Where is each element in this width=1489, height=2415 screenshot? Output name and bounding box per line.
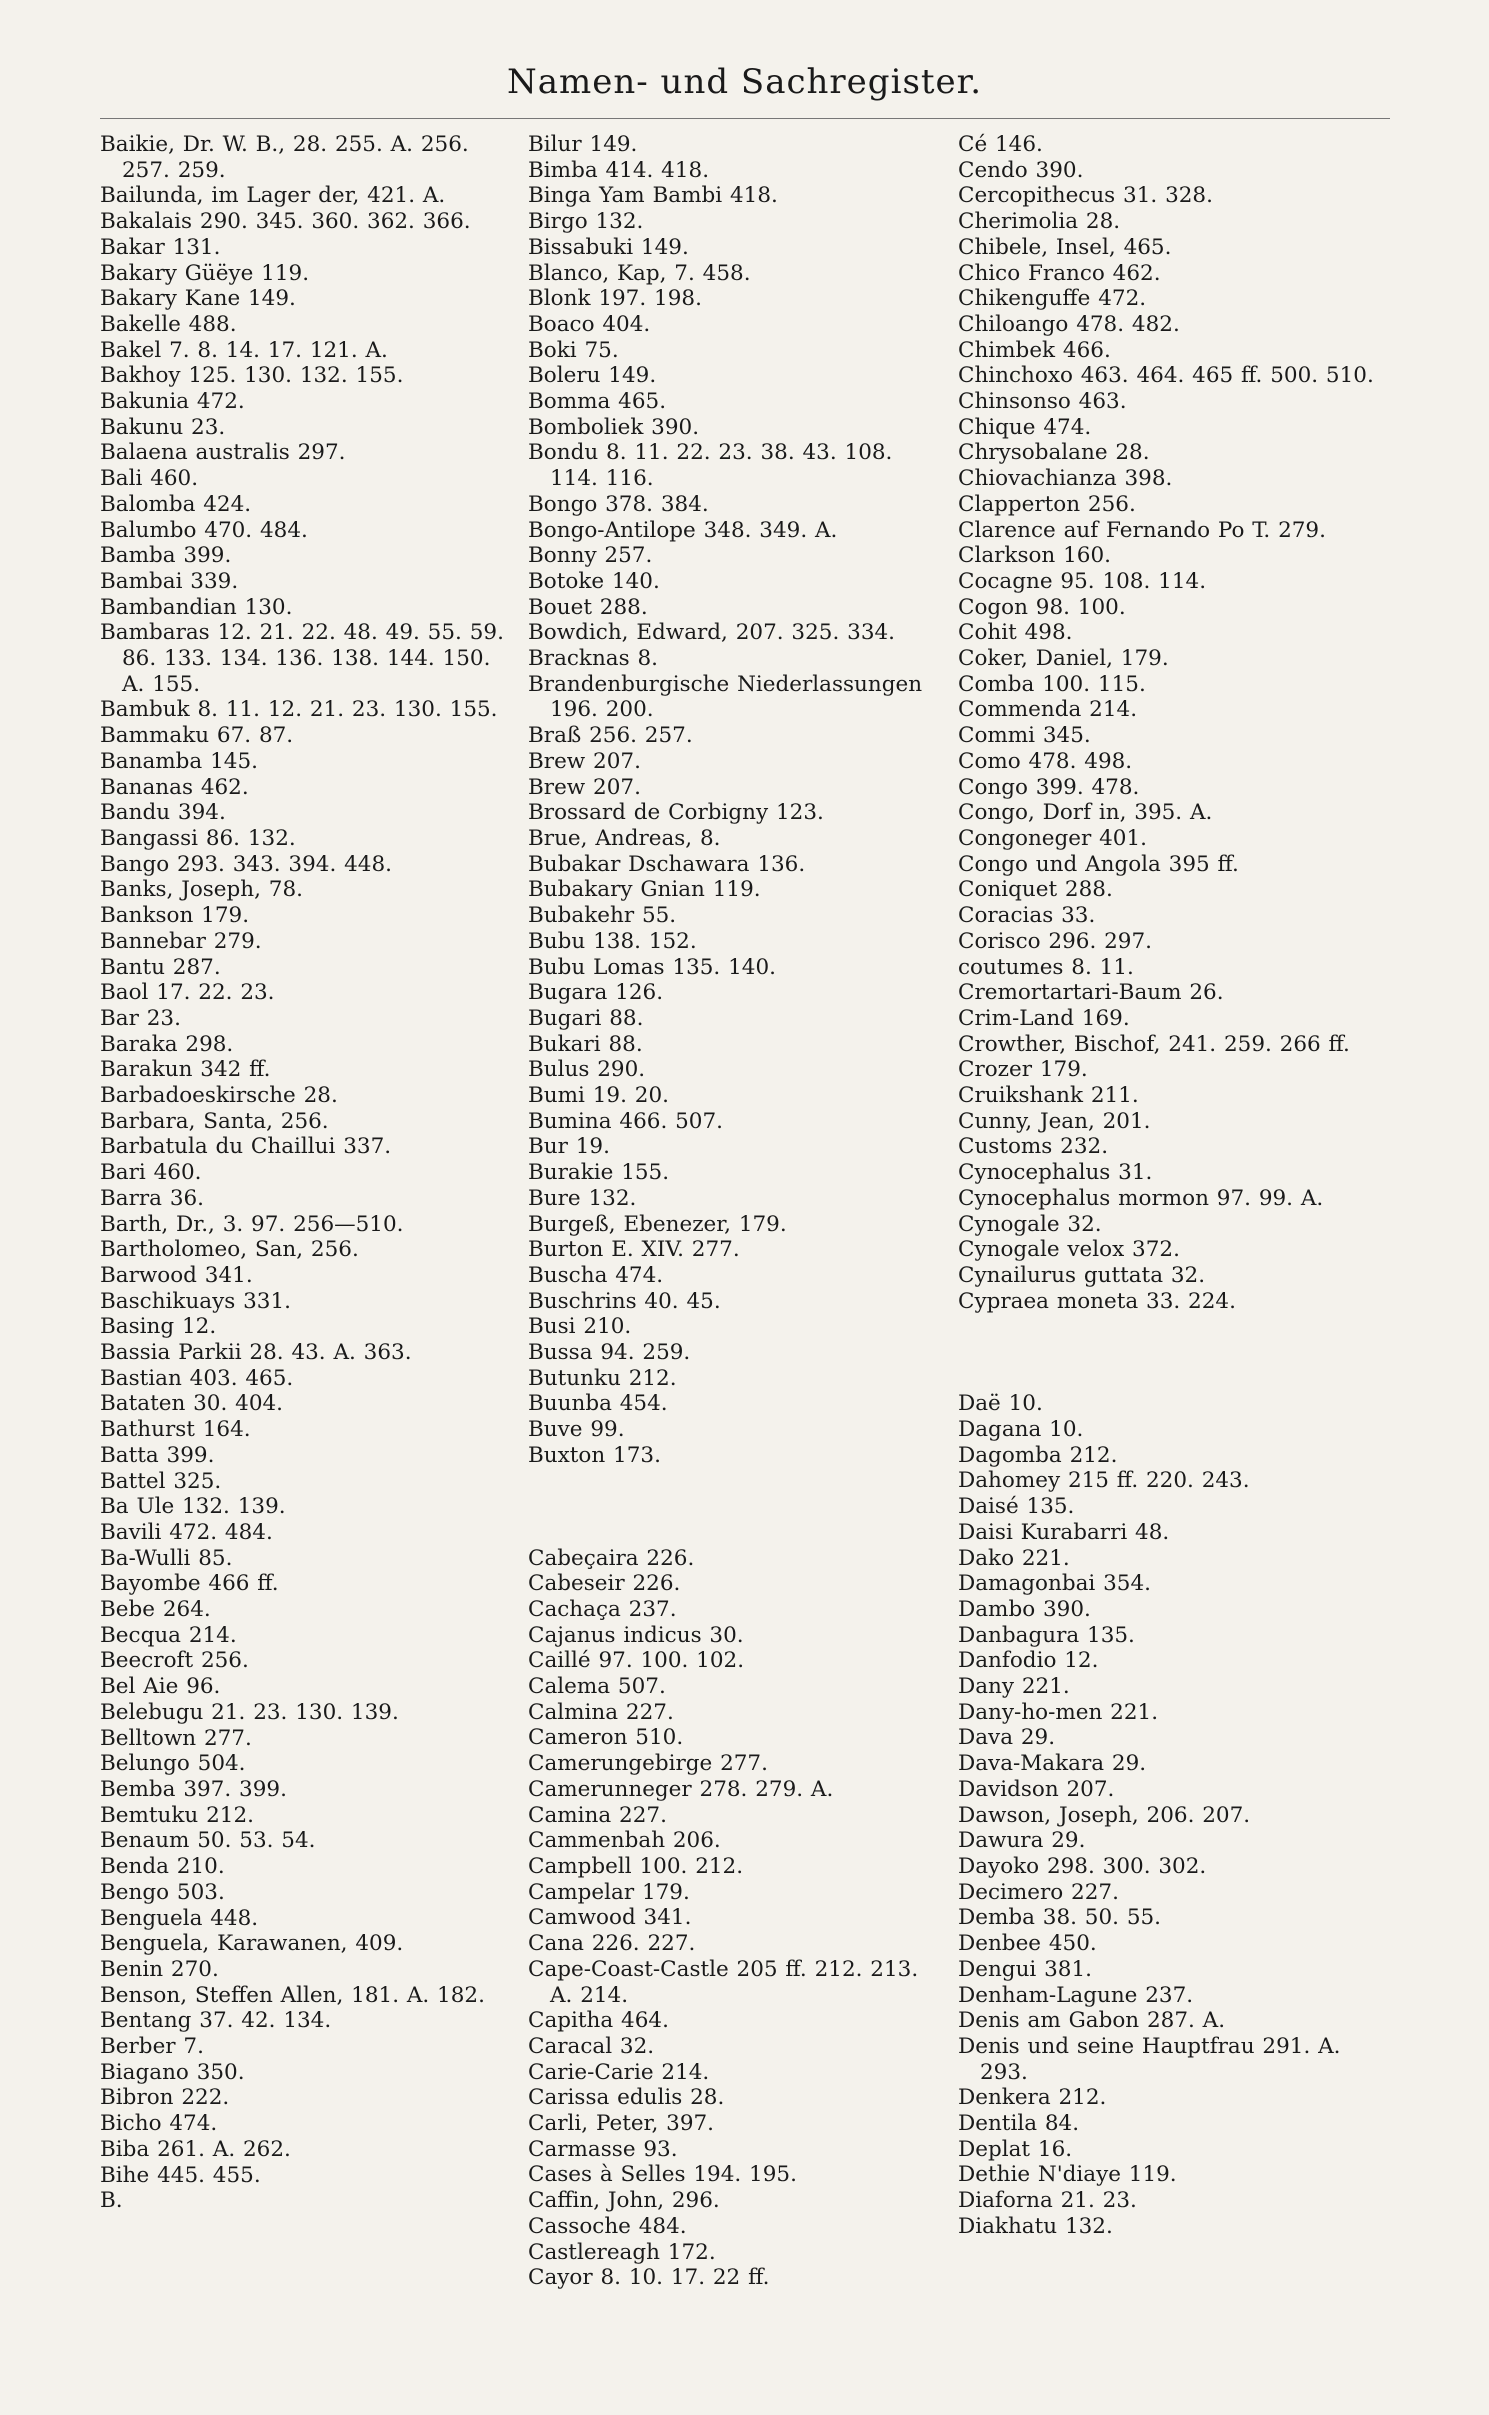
index-entry: Bubakehr 55.: [528, 903, 677, 929]
index-entry: Bondu 8. 11. 22. 23. 38. 43. 108. 114. 116.: [528, 440, 893, 492]
index-entry: Davidson 207.: [958, 1776, 1115, 1802]
index-entry: Bakelle 488.: [100, 311, 237, 337]
index-entry: Comba 100. 115.: [958, 671, 1146, 697]
index-entry: Denkera 212.: [958, 2085, 1107, 2111]
index-entry: Bar 23.: [100, 1005, 181, 1031]
index-entry: Customs 232.: [958, 1134, 1109, 1160]
index-entry: Bananas 462.: [100, 774, 249, 800]
index-entry: Busi 210.: [528, 1314, 632, 1340]
index-entry: Bakalais 290. 345. 360. 362. 366.: [100, 209, 471, 235]
section-gap: [958, 1314, 1380, 1391]
index-entry: Dava 29.: [958, 1725, 1056, 1751]
page-title: Namen- und Sachregister.: [506, 62, 982, 102]
index-entry: Benaum 50. 53. 54.: [100, 1828, 316, 1854]
index-entry: Barbatula du Chaillui 337.: [100, 1134, 392, 1160]
index-entry: Bartholomeo, San, 256.: [100, 1237, 359, 1263]
index-entry: Chinsonso 463.: [958, 389, 1127, 415]
index-entry: Bakunia 472.: [100, 389, 245, 415]
index-entry: Camerunneger 278. 279. A.: [528, 1776, 834, 1802]
index-entry: Boleru 149.: [528, 363, 657, 389]
index-entry: Bambaras 12. 21. 22. 48. 49. 55. 59. 86. 133. 134. 136. 138. 144. 150. A. 155.: [100, 620, 504, 697]
index-entry: Cynogale 32.: [958, 1211, 1102, 1237]
index-entry: Dagomba 212.: [958, 1442, 1118, 1468]
index-entry: Bayombe 466 ff.: [100, 1571, 279, 1597]
index-entry: Barra 36.: [100, 1185, 205, 1211]
index-entry: Bebe 264.: [100, 1597, 211, 1623]
index-entry: Calmina 227.: [528, 1699, 674, 1725]
index-entry: Bannebar 279.: [100, 928, 262, 954]
index-entry: Chiloango 478. 482.: [958, 311, 1180, 337]
index-entry: Buscha 474.: [528, 1262, 664, 1288]
index-entry: Buunba 454.: [528, 1391, 668, 1417]
index-entry: Carissa edulis 28.: [528, 2085, 725, 2111]
index-entry: Buve 99.: [528, 1417, 625, 1443]
index-entry: Clarkson 160.: [958, 543, 1111, 569]
index-entry: Cremortartari-Baum 26.: [958, 980, 1224, 1006]
index-entry: Cajanus indicus 30.: [528, 1622, 744, 1648]
index-entry: Baol 17. 22. 23.: [100, 980, 275, 1006]
index-entry: Dawura 29.: [958, 1828, 1086, 1854]
index-entry: Damagonbai 354.: [958, 1571, 1151, 1597]
section-gap: [528, 1469, 948, 1546]
index-entry: Cohit 498.: [958, 620, 1073, 646]
index-entry: Belltown 277.: [100, 1725, 252, 1751]
index-entry: Barakun 342 ff.: [100, 1057, 271, 1083]
index-entry: Baschikuays 331.: [100, 1288, 291, 1314]
index-entry: Capitha 464.: [528, 2008, 669, 2034]
index-entry: Caffin, John, 296.: [528, 2188, 720, 2214]
index-entry: Campbell 100. 212.: [528, 1854, 744, 1879]
index-entry: Bussa 94. 259.: [528, 1340, 691, 1366]
index-entry: Bonny 257.: [528, 543, 653, 569]
index-entry: Brossard de Corbigny 123.: [528, 800, 824, 826]
index-entry: Danfodio 12.: [958, 1648, 1099, 1674]
index-entry: Benguela, Karawanen, 409.: [100, 1931, 404, 1957]
index-entry: Birgo 132.: [528, 209, 644, 235]
index-entry: Cogon 98. 100.: [958, 594, 1126, 620]
index-entry: Dagana 10.: [958, 1417, 1084, 1443]
index-entry: Bur 19.: [528, 1134, 610, 1160]
index-entry: Deplat 16.: [958, 2136, 1073, 2162]
index-entry: Dengui 381.: [958, 1956, 1092, 1982]
index-entry: Bakary Güëye 119.: [100, 260, 310, 286]
index-entry: Bavili 472. 484.: [100, 1519, 273, 1545]
index-entry: Bassia Parkii 28. 43. A. 363.: [100, 1340, 412, 1366]
index-entry: Chibele, Insel, 465.: [958, 234, 1172, 260]
index-entry: Crozer 179.: [958, 1057, 1088, 1083]
index-entry: Blonk 197. 198.: [528, 286, 702, 312]
index-entry: B.: [100, 2188, 123, 2214]
index-entry: Castlereagh 172.: [528, 2239, 716, 2265]
index-entry: Bammaku 67. 87.: [100, 723, 294, 749]
index-entry: Cypraea moneta 33. 224.: [958, 1288, 1236, 1314]
index-entry: Camerungebirge 277.: [528, 1751, 768, 1777]
index-entry: Cabeçaira 226.: [528, 1545, 695, 1571]
index-entry: Dambo 390.: [958, 1596, 1091, 1622]
index-entry: Crim-Land 169.: [958, 1005, 1130, 1031]
index-entry: Cachaça 237.: [528, 1596, 677, 1622]
index-entry: Cayor 8. 10. 17. 22 ff.: [528, 2265, 770, 2291]
index-entry: Bomboliek 390.: [528, 414, 700, 440]
index-entry: Bakhoy 125. 130. 132. 155.: [100, 363, 404, 389]
index-entry: Bibron 222.: [100, 2085, 230, 2111]
index-entry: Cape-Coast-Castle 205 ff. 212. 213. A. 214.: [528, 1956, 919, 2008]
index-entry: Bemtuku 212.: [100, 1802, 254, 1828]
index-entry: Denbee 450.: [958, 1931, 1097, 1957]
index-entry: Botoke 140.: [528, 568, 660, 594]
index-entry: Denis und seine Hauptfrau 291. A. 293.: [958, 2033, 1341, 2085]
index-entry: Clapperton 256.: [958, 491, 1136, 517]
index-entry: Denis am Gabon 287. A.: [958, 2008, 1226, 2034]
index-entry: Bure 132.: [528, 1185, 637, 1211]
index-entry: Beecroft 256.: [100, 1648, 249, 1674]
index-entry: Bambai 339.: [100, 568, 239, 594]
index-entry: Brue, Andreas, 8.: [528, 825, 721, 851]
index-entry: Bango 293. 343. 394. 448.: [100, 851, 392, 877]
index-entry: Bakel 7. 8. 14. 17. 121. A.: [100, 337, 388, 363]
index-entry: Cercopithecus 31. 328.: [958, 183, 1213, 209]
index-entry: Binga Yam Bambi 418.: [528, 183, 778, 209]
index-entry: Bemba 397. 399.: [100, 1777, 287, 1802]
index-entry: Corisco 296. 297.: [958, 928, 1152, 954]
index-entry: Boaco 404.: [528, 311, 651, 337]
index-entry: Cana 226. 227.: [528, 1931, 696, 1957]
index-entry: Banks, Joseph, 78.: [100, 877, 303, 903]
index-entry: Balumbo 470. 484.: [100, 517, 308, 543]
index-entry: Baikie, Dr. W. B., 28. 255. A. 256. 257. 259.: [100, 132, 469, 183]
index-entry: Daisé 135.: [958, 1494, 1075, 1520]
index-entry: Chiovachianza 398.: [958, 466, 1173, 492]
index-entry: Bukari 88.: [528, 1031, 643, 1057]
index-entry: Carie-Carie 214.: [528, 2059, 710, 2085]
index-entry: Brandenburgische Niederlassungen 196. 200.: [528, 671, 923, 723]
index-column-2: [528, 132, 948, 2291]
index-entry: Bicho 474.: [100, 2111, 218, 2137]
index-entry: Barbara, Santa, 256.: [100, 1108, 329, 1134]
index-entry: Dayoko 298. 300. 302.: [958, 1854, 1207, 1879]
index-entry: Congoneger 401.: [958, 825, 1147, 851]
index-entry: Cocagne 95. 108. 114.: [958, 568, 1207, 594]
index-entry: Bakunu 23.: [100, 414, 226, 440]
index-entry: Burton E. XIV. 277.: [528, 1237, 740, 1263]
index-entry: Bongo-Antilope 348. 349. A.: [528, 517, 838, 543]
index-entry: Bantu 287.: [100, 954, 221, 980]
index-entry: Basing 12.: [100, 1314, 217, 1340]
index-entry: Bankson 179.: [100, 903, 250, 929]
index-entry: Buschrins 40. 45.: [528, 1288, 721, 1314]
index-entry: Bubakary Gnian 119.: [528, 877, 761, 903]
index-entry: Cunny, Jean, 201.: [958, 1108, 1151, 1134]
index-entry: Bumi 19. 20.: [528, 1083, 669, 1109]
index-entry: Benguela 448.: [100, 1905, 259, 1931]
index-entry: Bugari 88.: [528, 1005, 644, 1031]
index-entry: Bomma 465.: [528, 389, 667, 415]
index-entry: Coker, Daniel, 179.: [958, 646, 1169, 672]
index-entry: Dawson, Joseph, 206. 207.: [958, 1802, 1251, 1828]
index-entry: Congo 399. 478.: [958, 774, 1140, 800]
index-entry: Bari 460.: [100, 1160, 202, 1186]
index-entry: Burgeß, Ebenezer, 179.: [528, 1211, 787, 1237]
index-entry: Bugara 126.: [528, 980, 664, 1006]
index-entry: Diaforna 21. 23.: [958, 2188, 1137, 2214]
index-entry: Blanco, Kap, 7. 458.: [528, 260, 751, 286]
index-entry: Bouet 288.: [528, 594, 648, 620]
index-entry: Cassoche 484.: [528, 2213, 687, 2239]
index-entry: Chikenguffe 472.: [958, 286, 1147, 312]
index-entry: Burakie 155.: [528, 1160, 670, 1186]
index-entry: Camina 227.: [528, 1802, 667, 1828]
index-entry: Daisi Kurabarri 48.: [958, 1519, 1170, 1545]
index-entry: Como 478. 498.: [958, 748, 1133, 774]
index-entry: Bissabuki 149.: [528, 234, 689, 260]
index-entry: Bangassi 86. 132.: [100, 825, 296, 851]
index-entry: Bumina 466. 507.: [528, 1108, 723, 1134]
index-entry: Ba Ule 132. 139.: [100, 1494, 286, 1520]
index-entry: Barbadoeskirsche 28.: [100, 1083, 338, 1109]
index-entry: Bracknas 8.: [528, 646, 659, 672]
index-entry: Boki 75.: [528, 337, 619, 363]
index-entry: Daë 10.: [958, 1391, 1043, 1417]
index-entry: Cynailurus guttata 32.: [958, 1262, 1206, 1288]
index-entry: Bel Aie 96.: [100, 1674, 221, 1700]
index-entry: Balomba 424.: [100, 491, 252, 517]
index-entry: Belungo 504.: [100, 1751, 246, 1777]
index-entry: Commi 345.: [958, 723, 1091, 749]
index-entry: Cherimolia 28.: [958, 209, 1121, 235]
index-entry: Bambuk 8. 11. 12. 21. 23. 130. 155.: [100, 697, 498, 723]
index-entry: Danbagura 135.: [958, 1622, 1135, 1648]
index-entry: Cabeseir 226.: [528, 1571, 681, 1597]
index-entry: Carli, Peter, 397.: [528, 2111, 715, 2137]
index-entry: Benson, Steffen Allen, 181. A. 182.: [100, 1982, 485, 2008]
index-entry: Dany 221.: [958, 1674, 1070, 1700]
index-entry: Benda 210.: [100, 1854, 225, 1880]
index-entry: Bengo 503.: [100, 1879, 225, 1905]
index-entry: Cameron 510.: [528, 1725, 684, 1751]
index-entry: Bentang 37. 42. 134.: [100, 2008, 332, 2034]
index-entry: Dethie N'diaye 119.: [958, 2162, 1177, 2188]
index-entry: Dany-ho-men 221.: [958, 1699, 1159, 1725]
index-entry: Commenda 214.: [958, 697, 1138, 723]
index-entry: Dahomey 215 ff. 220. 243.: [958, 1468, 1250, 1494]
index-entry: Bathurst 164.: [100, 1417, 251, 1443]
index-entry: Diakhatu 132.: [958, 2213, 1113, 2239]
index-entry: Bandu 394.: [100, 800, 226, 826]
index-entry: Battel 325.: [100, 1468, 222, 1494]
index-entry: Chimbek 466.: [958, 337, 1111, 363]
index-entry: Bowdich, Edward, 207. 325. 334.: [528, 620, 896, 646]
index-entry: Benin 270.: [100, 1956, 219, 1982]
index-entry: Barwood 341.: [100, 1262, 253, 1288]
index-column-1: [100, 132, 510, 2214]
index-entry: Bamba 399.: [100, 543, 232, 569]
index-entry: Bihe 445. 455.: [100, 2162, 261, 2188]
index-entry: Balaena australis 297.: [100, 440, 346, 466]
index-entry: Cynocephalus mormon 97. 99. A.: [958, 1185, 1324, 1211]
index-entry: Dentila 84.: [958, 2111, 1080, 2137]
index-entry: Bakar 131.: [100, 234, 221, 260]
index-entry: Cendo 390.: [958, 157, 1084, 183]
index-entry: Bali 460.: [100, 466, 199, 492]
index-entry: Dava-Makara 29.: [958, 1751, 1147, 1777]
index-entry: Dako 221.: [958, 1545, 1070, 1571]
index-entry: Brew 207.: [528, 748, 641, 774]
index-entry: Bongo 378. 384.: [528, 491, 709, 517]
index-entry: Belebugu 21. 23. 130. 139.: [100, 1699, 399, 1725]
index-entry: Bambandian 130.: [100, 594, 293, 620]
index-entry: Buxton 173.: [528, 1442, 661, 1468]
index-entry: Crowther, Bischof, 241. 259. 266 ff.: [958, 1031, 1350, 1057]
index-entry: Congo und Angola 395 ff.: [958, 851, 1239, 877]
index-entry: Chinchoxo 463. 464. 465 ff. 500. 510.: [958, 363, 1374, 389]
index-entry: Cases à Selles 194. 195.: [528, 2162, 797, 2188]
index-entry: Banamba 145.: [100, 748, 258, 774]
index-entry: Biagano 350.: [100, 2059, 245, 2085]
index-entry: Demba 38. 50. 55.: [958, 1905, 1162, 1931]
header-rule: [100, 118, 1390, 119]
index-entry: Caracal 32.: [528, 2033, 655, 2059]
index-entry: Brew 207.: [528, 774, 641, 800]
index-entry: Campelar 179.: [528, 1879, 690, 1905]
index-entry: Bubakar Dschawara 136.: [528, 851, 806, 877]
index-entry: Batta 399.: [100, 1442, 215, 1468]
index-entry: Berber 7.: [100, 2034, 204, 2060]
index-entry: Coniquet 288.: [958, 877, 1113, 903]
index-entry: Barth, Dr., 3. 97. 256—510.: [100, 1211, 404, 1237]
index-entry: Caillé 97. 100. 102.: [528, 1648, 745, 1674]
index-entry: Bubu 138. 152.: [528, 928, 697, 954]
index-entry: Bimba 414. 418.: [528, 157, 710, 183]
index-entry: Cruikshank 211.: [958, 1083, 1139, 1109]
index-entry: Bulus 290.: [528, 1057, 646, 1083]
index-entry: Denham-Lagune 237.: [958, 1982, 1194, 2008]
index-entry: Chico Franco 462.: [958, 260, 1161, 286]
index-entry: coutumes 8. 11.: [958, 954, 1134, 980]
index-entry: Carmasse 93.: [528, 2136, 678, 2162]
index-entry: Cynogale velox 372.: [958, 1237, 1180, 1263]
index-entry: Becqua 214.: [100, 1622, 237, 1648]
index-entry: Ba-Wulli 85.: [100, 1545, 233, 1571]
index-entry: Cammenbah 206.: [528, 1828, 721, 1854]
index-entry: Bastian 403. 465.: [100, 1365, 294, 1391]
index-entry: Calema 507.: [528, 1674, 666, 1700]
index-entry: Congo, Dorf in, 395. A.: [958, 800, 1213, 826]
index-entry: Bubu Lomas 135. 140.: [528, 954, 776, 980]
index-entry: Bataten 30. 404.: [100, 1391, 284, 1417]
index-column-3: [958, 132, 1380, 2240]
index-entry: Biba 261. A. 262.: [100, 2136, 291, 2162]
index-entry: Butunku 212.: [528, 1365, 677, 1391]
index-entry: Cynocephalus 31.: [958, 1160, 1153, 1186]
index-entry: Coracias 33.: [958, 903, 1096, 929]
index-entry: Chrysobalane 28.: [958, 440, 1150, 466]
index-entry: Bilur 149.: [528, 132, 638, 157]
index-entry: Chique 474.: [958, 414, 1092, 440]
index-entry: Clarence auf Fernando Po T. 279.: [958, 517, 1326, 543]
index-entry: Baraka 298.: [100, 1031, 234, 1057]
index-entry: Decimero 227.: [958, 1879, 1119, 1905]
index-entry: Bakary Kane 149.: [100, 286, 296, 312]
index-entry: Braß 256. 257.: [528, 723, 693, 749]
index-entry: Cé 146.: [958, 132, 1043, 157]
index-entry: Camwood 341.: [528, 1905, 692, 1931]
index-entry: Bailunda, im Lager der, 421. A.: [100, 183, 446, 209]
